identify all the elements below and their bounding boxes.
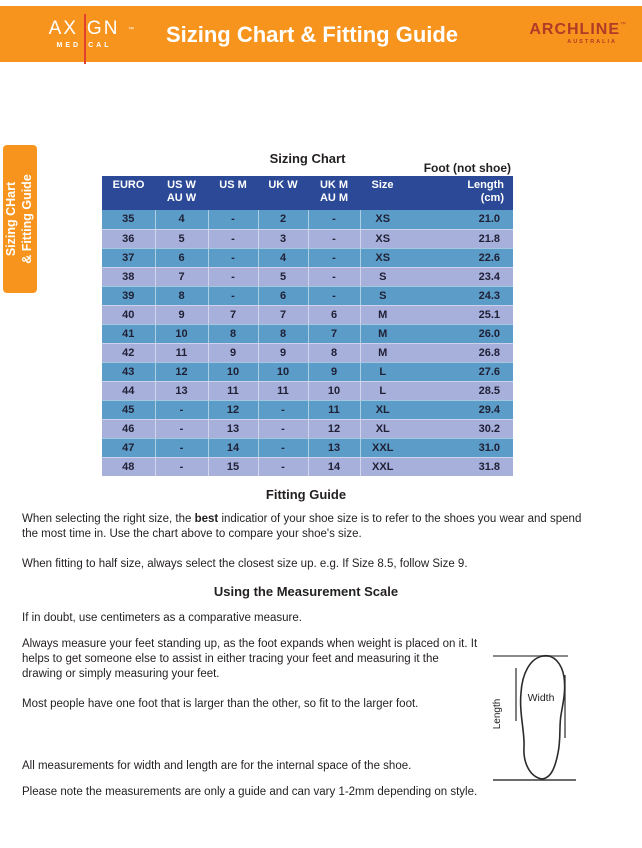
table-cell: -	[155, 457, 208, 476]
table-cell: 11	[208, 381, 258, 400]
table-row	[102, 419, 513, 438]
fitting-guide-paragraph-2: When fitting to half size, always select the closest size up. e.g. If Size 8.5, follow Size 9.	[22, 558, 468, 570]
side-tab-line1: Sizing CHart	[4, 181, 18, 257]
measurement-paragraph-4: All measurements for width and length are for the internal space of the shoe.	[22, 760, 412, 772]
side-tab	[3, 145, 37, 293]
column-header: US W AU W	[166, 179, 197, 204]
table-cell: 30.2	[405, 419, 513, 438]
table-cell: -	[308, 267, 360, 286]
axign-word-left: AX	[48, 18, 78, 39]
table-cell: 3	[258, 229, 308, 248]
table-cell: -	[308, 286, 360, 305]
table-row	[102, 381, 513, 400]
table-cell: 7	[308, 324, 360, 343]
table-cell: 13	[208, 419, 258, 438]
length-label: Length	[492, 698, 503, 730]
table-cell: 8	[258, 324, 308, 343]
table-cell: M	[360, 305, 405, 324]
table-row	[102, 248, 513, 267]
table-cell: 27.6	[405, 362, 513, 381]
table-cell: 8	[155, 286, 208, 305]
table-row	[102, 286, 513, 305]
measurement-scale-title: Using the Measurement Scale	[213, 584, 399, 599]
table-cell: 8	[208, 324, 258, 343]
table-cell: 12	[155, 362, 208, 381]
column-header: US M	[219, 179, 247, 191]
table-cell: S	[360, 286, 405, 305]
table-cell: 13	[155, 381, 208, 400]
table-cell: -	[308, 210, 360, 229]
column-header: UK W	[268, 179, 298, 191]
table-cell: 12	[308, 419, 360, 438]
table-row	[102, 210, 513, 229]
table-cell: 10	[155, 324, 208, 343]
column-header: EURO	[112, 179, 145, 191]
table-cell: 39	[102, 286, 155, 305]
table-cell: 47	[102, 438, 155, 457]
table-header-row	[102, 176, 513, 210]
table-cell: 46	[102, 419, 155, 438]
archline-trademark: ™	[620, 22, 626, 29]
width-label: Width	[527, 692, 555, 704]
archline-wordmark: ARCHLINE	[529, 21, 620, 39]
foot-outline-drawing	[486, 641, 640, 795]
column-header: Length (cm)	[467, 179, 504, 204]
table-cell: 31.0	[405, 438, 513, 457]
table-cell: 23.4	[405, 267, 513, 286]
table-cell: 28.5	[405, 381, 513, 400]
table-cell: 9	[155, 305, 208, 324]
table-body	[102, 210, 513, 476]
table-cell: 8	[308, 343, 360, 362]
measurement-paragraph-2: Always measure your feet standing up, as the foot expands when weight is placed on it. It helps to get someone else to assist in either tracing your feet and measuring it the drawing or simply measuring your feet.	[22, 638, 478, 680]
table-cell: 5	[258, 267, 308, 286]
table-cell: 6	[155, 248, 208, 267]
axign-word-right: GN	[86, 18, 120, 39]
table-cell: -	[308, 229, 360, 248]
table-row	[102, 324, 513, 343]
table-cell: 6	[308, 305, 360, 324]
measurement-paragraph-5: Please note the measurements are only a guide and can vary 1-2mm depending on style.	[22, 786, 478, 798]
table-cell: 26.8	[405, 343, 513, 362]
table-cell: 24.3	[405, 286, 513, 305]
fitting-p1-before: When selecting the right size, the	[22, 513, 195, 525]
table-cell: XL	[360, 419, 405, 438]
sizing-chart-table	[102, 176, 513, 476]
table-row	[102, 400, 513, 419]
table-cell: 14	[208, 438, 258, 457]
table-cell: 2	[258, 210, 308, 229]
sizing-chart-title: Sizing Chart	[269, 151, 346, 166]
column-header: Size	[371, 179, 394, 191]
table-cell: 11	[308, 400, 360, 419]
table-cell: 12	[208, 400, 258, 419]
table-cell: L	[360, 362, 405, 381]
table-cell: 11	[258, 381, 308, 400]
table-cell: 7	[258, 305, 308, 324]
measurement-paragraph-3: Most people have one foot that is larger than the other, so fit to the larger foot.	[22, 698, 419, 710]
table-cell: 29.4	[405, 400, 513, 419]
table-cell: 4	[155, 210, 208, 229]
table-cell: M	[360, 324, 405, 343]
fitting-p1-after: indicatior of your shoe size is to refer to the shoes you wear and spend the most time in. Use the chart above to compare your shoe's size.	[22, 513, 582, 540]
table-cell: XXL	[360, 438, 405, 457]
table-cell: 10	[258, 362, 308, 381]
table-cell: 6	[258, 286, 308, 305]
table-row	[102, 229, 513, 248]
table-cell: -	[208, 248, 258, 267]
archline-logo	[498, 22, 626, 46]
foot-outline-path	[521, 656, 565, 779]
table-cell: 7	[208, 305, 258, 324]
table-cell: -	[208, 267, 258, 286]
table-cell: 31.8	[405, 457, 513, 476]
axign-sub-right: CAL	[88, 42, 112, 49]
table-cell: M	[360, 343, 405, 362]
header-band	[0, 6, 642, 62]
table-cell: L	[360, 381, 405, 400]
table-cell: -	[208, 210, 258, 229]
table-cell: 35	[102, 210, 155, 229]
axign-logo-red-line	[84, 14, 86, 64]
table-cell: 38	[102, 267, 155, 286]
table-cell: 11	[155, 343, 208, 362]
side-tab-label	[3, 145, 37, 293]
side-tab-line2: & Fitting Guide	[20, 174, 34, 264]
fitting-p1-bold: best	[194, 513, 219, 525]
archline-country-subtext: AUSTRALIA	[567, 39, 617, 46]
table-cell: 44	[102, 381, 155, 400]
table-cell: 37	[102, 248, 155, 267]
table-cell: -	[208, 229, 258, 248]
table-row	[102, 457, 513, 476]
table-cell: 21.8	[405, 229, 513, 248]
axign-trademark: ™	[128, 27, 134, 33]
table-cell: XL	[360, 400, 405, 419]
table-cell: XS	[360, 248, 405, 267]
table-cell: -	[258, 419, 308, 438]
table-cell: 9	[258, 343, 308, 362]
table-cell: 22.6	[405, 248, 513, 267]
table-cell: 43	[102, 362, 155, 381]
axign-medical-logo	[42, 18, 134, 49]
table-row	[102, 267, 513, 286]
fitting-guide-title: Fitting Guide	[265, 487, 347, 502]
table-cell: 41	[102, 324, 155, 343]
table-cell: 10	[208, 362, 258, 381]
table-cell: 10	[308, 381, 360, 400]
axign-sub-left: MED	[56, 42, 82, 49]
table-row	[102, 362, 513, 381]
foot-measurement-diagram	[486, 641, 640, 795]
table-cell: -	[155, 400, 208, 419]
foot-not-shoe-note: Foot (not shoe)	[423, 161, 511, 175]
table-cell: 7	[155, 267, 208, 286]
table-cell: -	[258, 457, 308, 476]
table-cell: XXL	[360, 457, 405, 476]
fitting-guide-paragraph-1	[22, 512, 590, 542]
table-cell: -	[208, 286, 258, 305]
table-cell: 26.0	[405, 324, 513, 343]
table-cell: -	[258, 438, 308, 457]
table-cell: 48	[102, 457, 155, 476]
table-cell: 21.0	[478, 213, 500, 226]
table-cell: 36	[102, 229, 155, 248]
table-cell: 40	[102, 305, 155, 324]
page-title: Sizing Chart & Fitting Guide	[165, 22, 459, 47]
table-cell: 14	[308, 457, 360, 476]
table-cell: -	[155, 438, 208, 457]
table-row	[102, 305, 513, 324]
table-cell: 5	[155, 229, 208, 248]
measurement-paragraph-1: If in doubt, use centimeters as a comparative measure.	[22, 612, 302, 624]
table-cell: 15	[208, 457, 258, 476]
table-cell: 45	[102, 400, 155, 419]
table-row	[102, 343, 513, 362]
table-cell: 9	[208, 343, 258, 362]
table-cell: XS	[375, 213, 391, 226]
table-cell: 25.1	[405, 305, 513, 324]
table-cell: 9	[308, 362, 360, 381]
table-cell: 4	[258, 248, 308, 267]
table-cell: -	[155, 419, 208, 438]
table-row	[102, 438, 513, 457]
table-cell: XS	[360, 229, 405, 248]
table-cell: S	[360, 267, 405, 286]
column-header: UK M AU M	[319, 179, 349, 204]
table-cell: 42	[102, 343, 155, 362]
table-cell: 13	[308, 438, 360, 457]
table-cell: -	[308, 248, 360, 267]
table-cell: -	[258, 400, 308, 419]
